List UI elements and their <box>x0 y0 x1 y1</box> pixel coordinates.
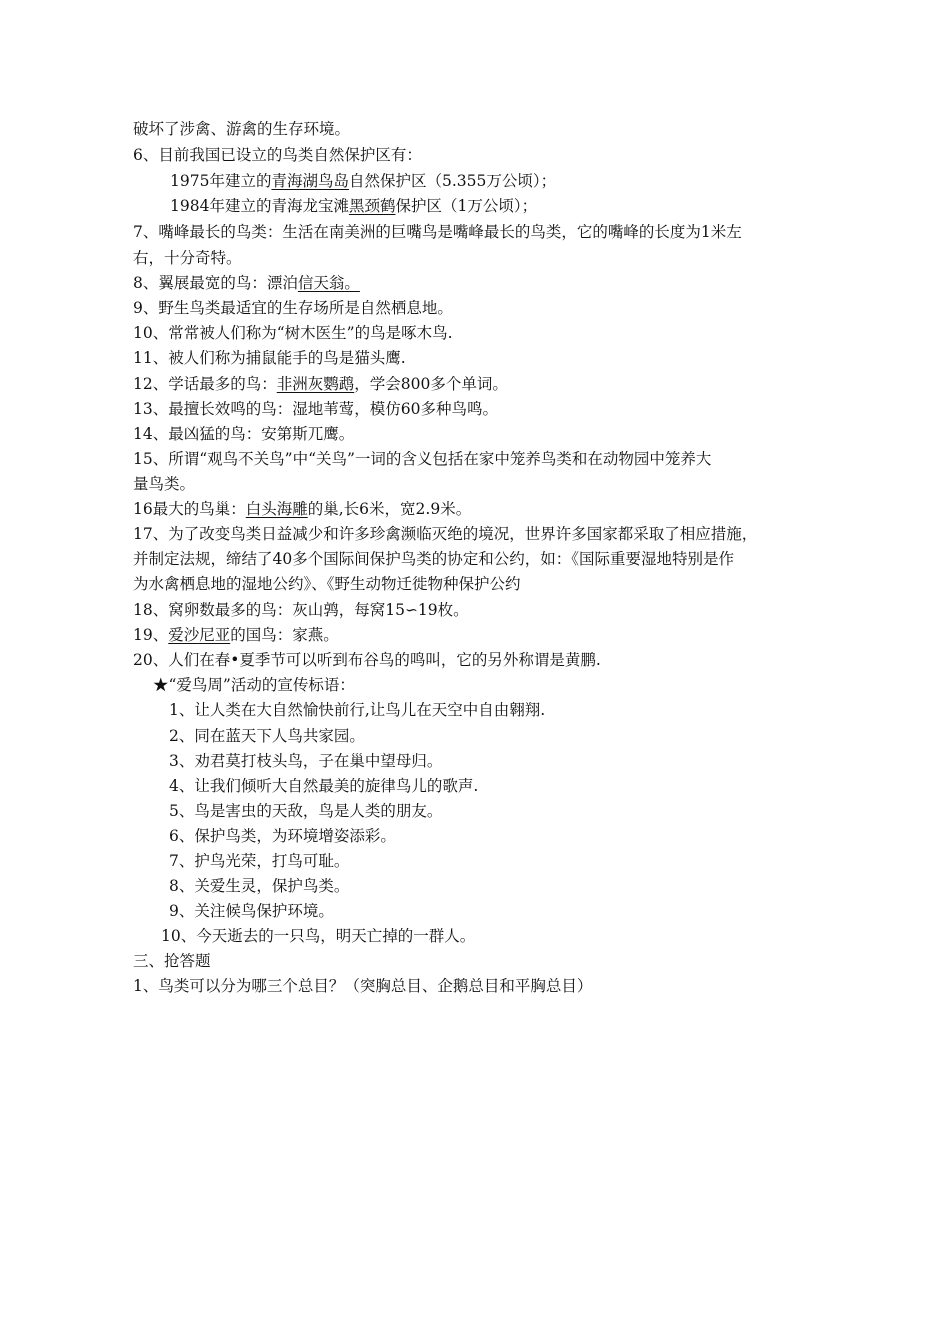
item-15-cont: 量鸟类。 <box>133 475 196 493</box>
slogan-item: 1、让人类在大自然愉快前行,让鸟儿在天空中自由翱翔. <box>169 701 546 719</box>
text-span: ，学会800多个单词。 <box>354 375 508 393</box>
item-16 <box>133 499 471 519</box>
reserve-qinghai-lake <box>170 171 556 191</box>
text-span: 1984年建立的青海龙宝滩 <box>170 197 349 215</box>
slogan-item: 9、关注候鸟保护环境。 <box>169 902 334 920</box>
item-17: 17、为了改变鸟类日益减少和许多珍禽濒临灭绝的境况，世界许多国家都采取了相应措施， <box>133 525 758 543</box>
text-span: 19、 <box>133 626 169 644</box>
underlined-term: 黑颈鹤 <box>348 197 396 215</box>
item-9: 9、野生鸟类最适宜的生存场所是自然栖息地。 <box>133 299 453 317</box>
item-8 <box>133 273 360 293</box>
reserve-longbaotan <box>170 196 537 216</box>
item-17-cont: 为水禽栖息地的湿地公约》、《野生动物迁徙物种保护公约 <box>133 575 521 593</box>
item-15: 15、所谓“观鸟不关鸟”中“关鸟”一词的含义包括在家中笼养鸟类和在动物园中笼养大 <box>133 450 712 468</box>
slogan-item: 7、护鸟光荣，打鸟可耻。 <box>169 852 350 870</box>
underlined-term: 非洲灰鹦鹉 <box>276 375 355 393</box>
slogan-item: 8、关爱生灵，保护鸟类。 <box>169 877 350 895</box>
text-span: 1975年建立的 <box>170 172 272 190</box>
slogan-item: 4、让我们倾听大自然最美的旋律鸟儿的歌声. <box>169 777 479 795</box>
text-span: 的巢,长6米，宽2.9米。 <box>307 500 472 518</box>
text-line: 破坏了涉禽、游禽的生存环境。 <box>133 120 351 138</box>
text-span: 16最大的鸟巢： <box>133 500 246 518</box>
text-span: 12、学话最多的鸟： <box>133 375 277 393</box>
slogan-item: 2、同在蓝天下人鸟共家园。 <box>169 727 365 745</box>
item-11: 11、被人们称为捕鼠能手的鸟是猫头鹰. <box>133 349 406 367</box>
underlined-term: 白头海雕 <box>245 500 308 518</box>
item-7: 7、嘴峰最长的鸟类：生活在南美洲的巨嘴鸟是嘴峰最长的鸟类，它的嘴峰的长度为1米左 <box>133 223 742 241</box>
text-span: 自然保护区（5.355万公顷）； <box>348 172 557 190</box>
item-17-cont: 并制定法规，缔结了40多个国际间保护鸟类的协定和公约，如：《国际重要湿地特别是作 <box>133 550 734 568</box>
underlined-term: 爱沙尼亚 <box>168 626 231 644</box>
underlined-term: 青海湖鸟岛 <box>271 172 349 190</box>
slogan-item: 3、劝君莫打枝头鸟，子在巢中望母归。 <box>169 752 443 770</box>
underlined-term: 信天翁。 <box>297 274 360 292</box>
text-span: 的国鸟：家燕。 <box>230 626 339 644</box>
item-19 <box>133 625 339 645</box>
slogan-item: 6、保护鸟类，为环境增姿添彩。 <box>169 827 396 845</box>
item-13: 13、最擅长效鸣的鸟：湿地苇莺，模仿60多种鸟鸣。 <box>133 400 498 418</box>
item-7-cont: 右，十分奇特。 <box>133 249 242 267</box>
item-20: 20、人们在春•夏季节可以听到布谷鸟的鸣叫，它的另外称谓是黄鹏. <box>133 651 601 669</box>
slogan-item: 5、鸟是害虫的天敌，鸟是人类的朋友。 <box>169 802 443 820</box>
text-span: 保护区（1万公顷）； <box>395 197 538 215</box>
item-10: 10、常常被人们称为“树木医生”的鸟是啄木鸟. <box>133 324 453 342</box>
slogan-item: 10、今天逝去的一只鸟，明天亡掉的一群人。 <box>161 927 476 945</box>
section-heading: 三、抢答题 <box>133 952 211 970</box>
quiz-question: 1、鸟类可以分为哪三个总目？（突胸总目、企鹅总目和平胸总目） <box>133 977 593 995</box>
slogans-heading: ★“爱鸟周”活动的宣传标语： <box>153 676 355 694</box>
item-14: 14、最凶猛的鸟：安第斯兀鹰。 <box>133 425 355 443</box>
item-12 <box>133 374 508 394</box>
item-6-heading: 6、目前我国已设立的鸟类自然保护区有： <box>133 146 422 164</box>
text-span: 8、翼展最宽的鸟：漂泊 <box>133 274 298 292</box>
item-18: 18、窝卵数最多的鸟：灰山鹑，每窝15∽19枚。 <box>133 601 469 619</box>
